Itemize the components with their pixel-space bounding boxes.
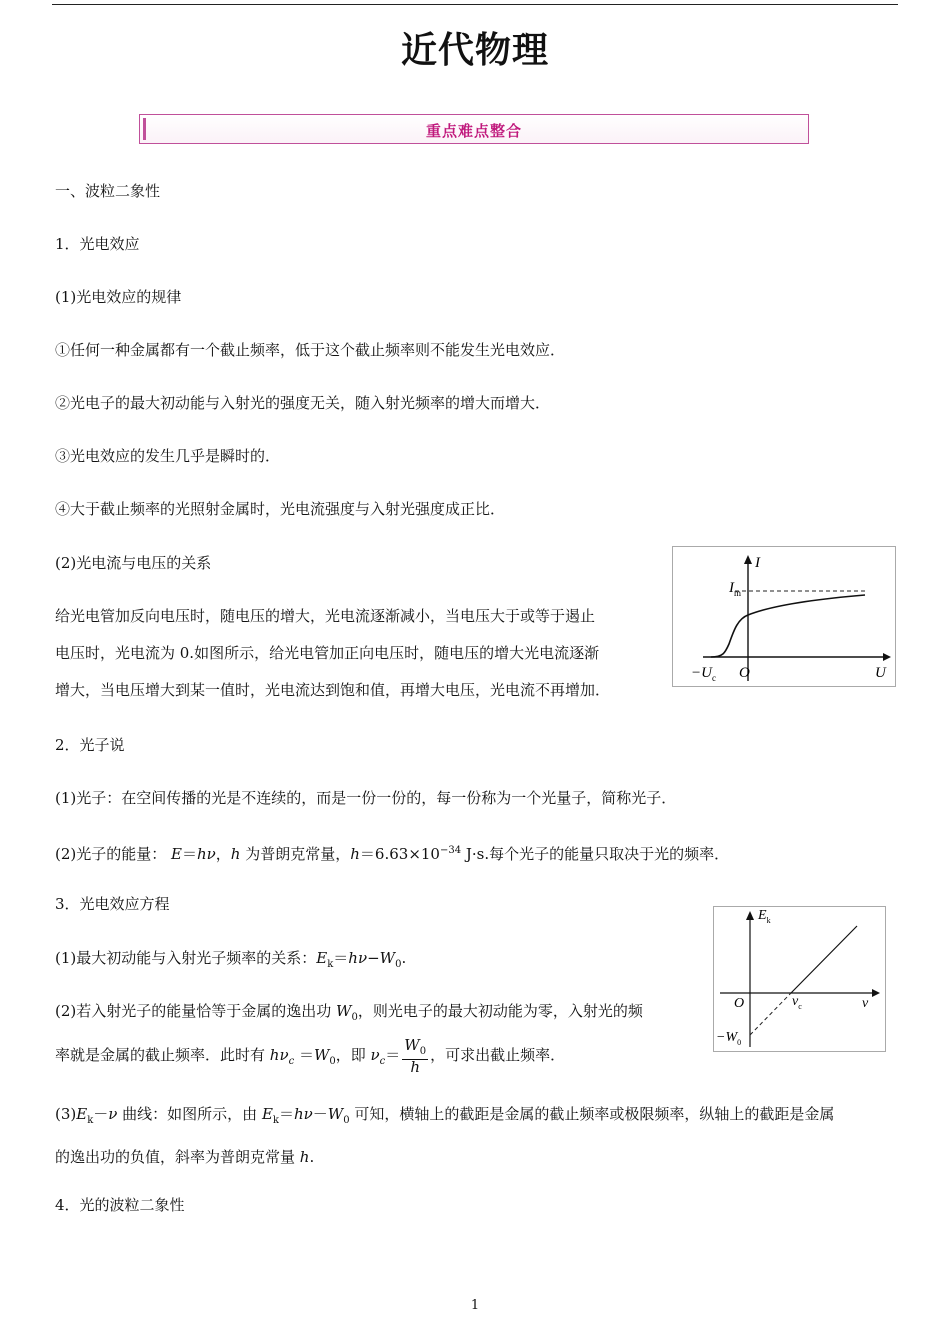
equation-1: (1)最大初动能与入射光子频率的关系：$E_k=h\nu-W_0$. xyxy=(55,949,407,970)
page-title: 近代物理 xyxy=(400,30,549,71)
fig2-x-label: ν xyxy=(862,996,869,1011)
rule-2: ②光电子的最大初动能与入射光的强度无关，随入射光频率的增大而增大． xyxy=(55,394,551,412)
equation-2-line-1: (2)若入射光子的能量恰等于金属的逸出功 $W_0$，则光电子的最大初动能为零，入射光的频 xyxy=(55,1002,643,1023)
fig1-x-label: U xyxy=(875,665,886,681)
equation-3-line-2: 的逸出功的负值，斜率为普朗克常量 h. xyxy=(55,1148,315,1166)
heading-wave-particle: 一、波粒二象性 xyxy=(55,182,161,200)
fig1-origin-label: O xyxy=(739,665,750,681)
fig1-y-label: I xyxy=(755,555,760,571)
heading-rules: (1)光电效应的规律 xyxy=(55,288,182,306)
fig1-stopping-voltage-label: $-U_c$ xyxy=(691,665,716,683)
fig2-ek-line xyxy=(791,926,857,993)
fig2-cutoff-label: $\nu_c$ xyxy=(792,994,802,1011)
fig2-work-function-label: $-W_0$ xyxy=(716,1030,742,1047)
fig2-y-arrow xyxy=(746,911,754,920)
equation-3 xyxy=(55,1096,901,1176)
fig1-iv-curve xyxy=(711,595,865,657)
rule-3: ③光电效应的发生几乎是瞬时的． xyxy=(55,447,281,465)
top-rule xyxy=(52,4,898,5)
photon-definition: (1)光子：在空间传播的光是不连续的，而是一份一份的，每一份称为一个光量子，简称光子． xyxy=(55,789,677,807)
page-number: 1 xyxy=(470,1298,480,1313)
fig2-extension-dashed xyxy=(750,993,791,1035)
iv-curve-figure xyxy=(672,546,896,687)
fig2-origin-label: O xyxy=(734,996,745,1011)
photon-energy: (2)光子的能量： E＝hν，h 为普朗克常量，$h=6.63\times 10^{-34}$ J·s.每个光子的能量只取决于光的频率． xyxy=(55,845,730,863)
fig2-y-label: $E_k$ xyxy=(758,908,771,925)
para-line-1: 给光电管加反向电压时，随电压的增大，光电流逐渐减小，当电压大于或等于遏止 xyxy=(55,607,596,625)
para-line-3: 增大，当电压增大到某一值时，光电流达到饱和值，再增大电压，光电流不再增加． xyxy=(55,681,611,699)
equation-3-line-1: $(3)E_k-\nu$ 曲线：如图所示，由 $E_k=h\nu-W_0$ 可知，横轴上的截距是金属的截止频率或极限频率，纵轴上的截距是金属 xyxy=(55,1105,835,1126)
fig1-x-arrow xyxy=(883,653,891,661)
fig1-y-arrow xyxy=(744,555,752,564)
ek-nu-figure xyxy=(713,906,886,1052)
cutoff-fraction: $\frac{W_0}{h}$ xyxy=(404,1036,427,1076)
current-voltage-paragraph xyxy=(55,598,665,709)
rule-1: ①任何一种金属都有一个截止频率，低于这个截止频率则不能发生光电效应． xyxy=(55,341,566,359)
heading-photon-theory: 2．光子说 xyxy=(55,736,125,754)
equation-2-line-2: 率就是金属的截止频率．此时有 $h\nu_c =W_0$，即 $\nu_c=$ $\frac{W_0}{h}$ ，可求出截止频率． xyxy=(55,1036,566,1076)
para-line-2: 电压时，光电流为 0.如图所示，给光电管加正向电压时，随电压的增大光电流逐渐 xyxy=(55,644,600,662)
section-banner xyxy=(139,114,809,144)
fig1-saturation-label: $I_m$ xyxy=(729,580,742,598)
fig2-x-arrow xyxy=(872,989,880,997)
heading-photoelectric-equation: 3．光电效应方程 xyxy=(55,895,170,913)
banner-label: 重点难点整合 xyxy=(425,122,522,140)
heading-current-voltage: (2)光电流与电压的关系 xyxy=(55,554,212,572)
heading-wave-particle-duality: 4．光的波粒二象性 xyxy=(55,1196,185,1214)
heading-photoelectric: 1．光电效应 xyxy=(55,235,140,253)
rule-4: ④大于截止频率的光照射金属时，光电流强度与入射光强度成正比． xyxy=(55,500,506,518)
